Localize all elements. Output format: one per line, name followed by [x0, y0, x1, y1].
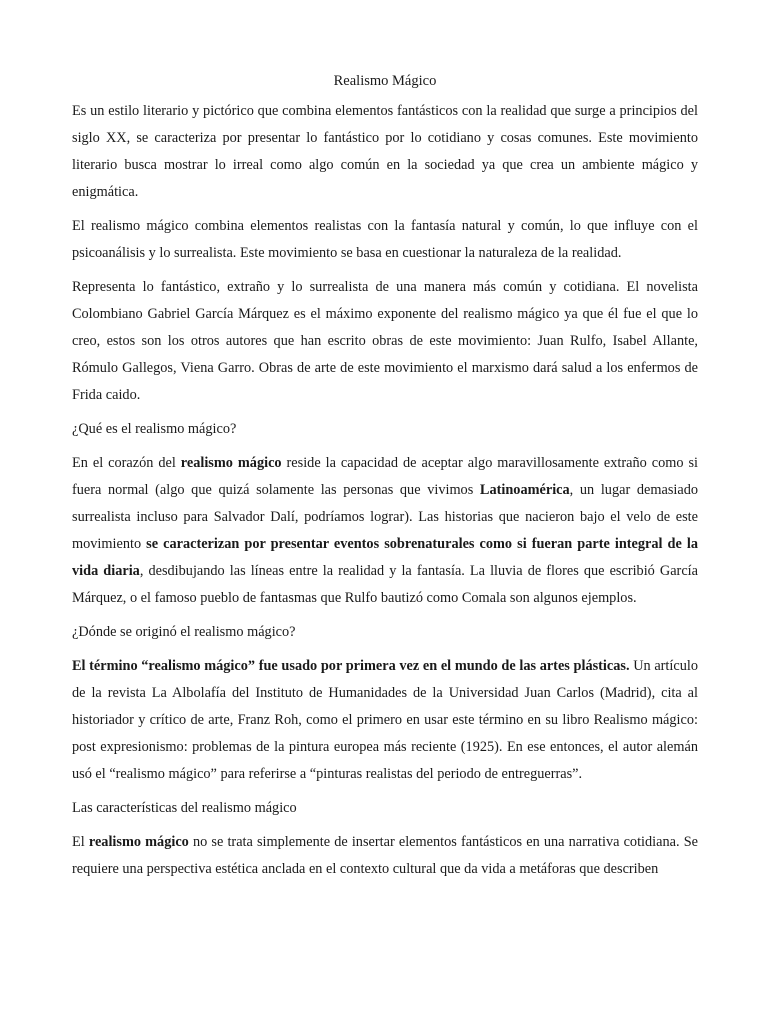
paragraph-intro: Es un estilo literario y pictórico que combina elementos fantásticos con la realidad que surge a principios del siglo XX, se caracteriza por presentar lo fantástico por lo cotidiano y cosas comunes. Este movimiento literario busca mostrar lo irreal como algo común en la sociedad ya que crea un ambiente mágico y enigmática.	[72, 103, 698, 200]
bold-run: realismo mágico	[180, 455, 282, 471]
text-run: En el corazón del	[72, 455, 181, 471]
bold-run: El término “realismo mágico” fue usado por primera vez en el mundo de las artes plásticas.	[72, 658, 630, 674]
text-run: reside la capacidad de aceptar algo maravillosamente extraño como si fuera normal (algo que quizá solamente las personas que vivimos	[72, 455, 698, 498]
heading-characteristics: Las características del realismo mágico	[72, 800, 297, 816]
text-run: , desdibujando las líneas entre la realidad y la fantasía. La lluvia de flores que escribió García Márquez, o el famoso pueblo de fantasmas que Rulfo bautizó como Comala son algunos ejemplos.	[72, 563, 698, 606]
document-title: Realismo Mágico	[333, 73, 437, 89]
paragraph-authors: Representa lo fantástico, extraño y lo surrealista de una manera más común y cotidiana. El novelista Colombiano Gabriel García Márquez es el máximo exponente del realismo mágico ya que él fue el que lo creo, estos son los otros autores que han escrito obras de este movimiento: Juan Rulfo, Isabel Allante, Rómulo Gallegos, Viena Garro. Obras de arte de este movimiento el marxismo dará salud a los enfermos de Frida caido.	[72, 279, 698, 403]
bold-run: realismo mágico	[88, 834, 189, 850]
bold-run: Latinoamérica	[479, 482, 570, 498]
text-run: Un artículo de la revista La Albolafía del Instituto de Humanidades de la Universidad Juan Carlos (Madrid), cita al historiador y crítico de arte, Franz Roh, como el primero en usar este término en su libro Realismo mágico: post expresionismo: problemas de la pintura europea más reciente (1925). En ese entonces, el autor alemán usó el “realismo mágico” para referirse a “pinturas realistas del periodo de entreguerras”.	[72, 658, 698, 782]
paragraph-origin	[72, 653, 698, 788]
text-run: no se trata simplemente de insertar elementos fantásticos en una narrativa cotidiana. Se requiere una perspectiva estética anclada en el contexto cultural que da vida a metáforas que describen	[72, 834, 699, 877]
paragraph-what-is	[72, 450, 698, 612]
text-run: , un lugar demasiado surrealista incluso para Salvador Dalí, podríamos lograr). Las historias que nacieron bajo el velo de este movimiento	[72, 482, 698, 552]
bold-run: se caracterizan por presentar eventos sobrenaturales como si fueran parte integral de la vida diaria	[72, 536, 699, 579]
paragraph-characteristics	[72, 829, 698, 883]
heading-origin: ¿Dónde se originó el realismo mágico?	[72, 624, 296, 640]
paragraph-combination: El realismo mágico combina elementos realistas con la fantasía natural y común, lo que influye con el psicoanálisis y lo surrealista. Este movimiento se basa en cuestionar la naturaleza de la realidad.	[72, 218, 698, 261]
heading-what-is: ¿Qué es el realismo mágico?	[72, 421, 237, 437]
text-run: El	[72, 834, 89, 850]
